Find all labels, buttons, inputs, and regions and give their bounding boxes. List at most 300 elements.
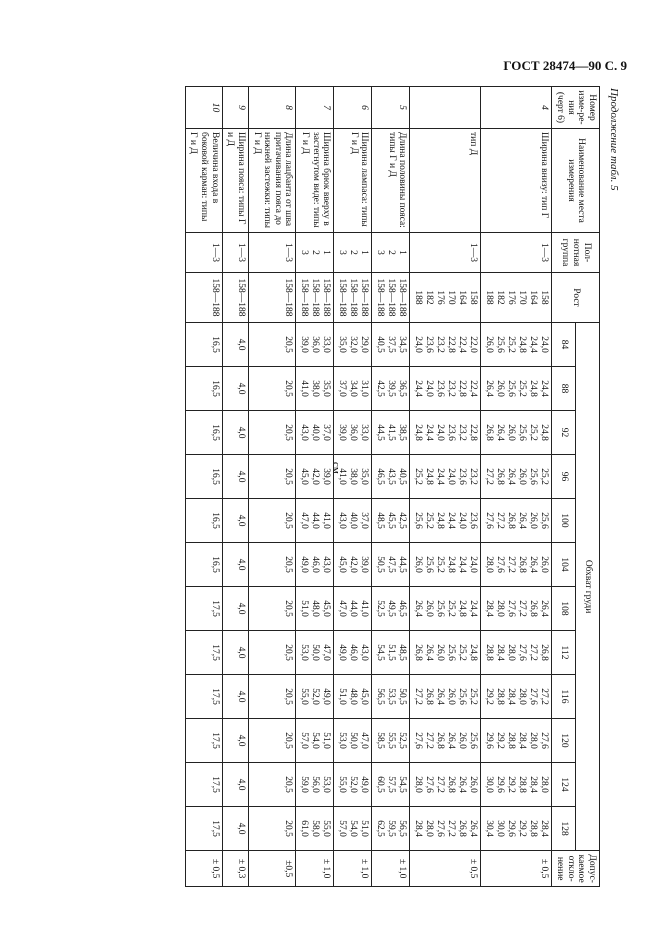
chest-size-header: 108 xyxy=(552,587,576,631)
measurement-value: 41,0 xyxy=(359,600,370,617)
measurement-value: 25,6 xyxy=(528,468,539,485)
measurement-value: 27,2 xyxy=(539,688,550,705)
height-value: 158 xyxy=(539,290,550,305)
measurement-value: 39,0 xyxy=(299,336,310,353)
measurement-value: 47,0 xyxy=(321,644,332,661)
measurement-value: 30,0 xyxy=(484,776,495,793)
measurement-value: 24,8 xyxy=(517,336,528,353)
measurement-value: 23,2 xyxy=(435,336,446,353)
chest-size-header: 104 xyxy=(552,543,576,587)
measurement-value: 16,5 xyxy=(209,424,220,441)
header-tolerance: Допус-каемое откло-нение xyxy=(552,851,600,887)
row-number: 4 xyxy=(481,87,552,129)
measurement-value: 26,4 xyxy=(528,556,539,573)
measurement-value: 20,5 xyxy=(283,336,294,353)
value-cell xyxy=(334,411,372,455)
measurement-value: 24,4 xyxy=(528,336,539,353)
measurement-value: 51,0 xyxy=(299,600,310,617)
measurement-value: 27,6 xyxy=(517,644,528,661)
measurement-value: 24,0 xyxy=(424,380,435,397)
measurement-value: 45,0 xyxy=(337,556,348,573)
value-cell xyxy=(410,455,481,499)
measurement-value: 16,5 xyxy=(209,556,220,573)
measurement-value: 43,0 xyxy=(321,556,332,573)
measurement-value: 28,4 xyxy=(539,820,550,837)
measurement-value: 25,2 xyxy=(435,556,446,573)
value-cell xyxy=(296,411,334,455)
measurement-value: 4,0 xyxy=(236,426,246,439)
measurement-value: 25,6 xyxy=(446,644,457,661)
measurement-value: 24,8 xyxy=(468,644,479,661)
value-cell xyxy=(185,587,222,631)
measurement-value: 41,5 xyxy=(386,424,397,441)
measurement-value: 27,6 xyxy=(424,776,435,793)
height-value: 182 xyxy=(424,290,435,305)
value-cell xyxy=(249,411,297,455)
row-tolerance: ± 0,5 xyxy=(185,851,222,887)
measurement-value: 52,0 xyxy=(348,776,359,793)
measurement-value: 48,5 xyxy=(397,644,408,661)
measurement-value: 51,0 xyxy=(359,820,370,837)
table-row xyxy=(410,87,481,887)
measurement-value: 46,0 xyxy=(310,556,321,573)
measurement-value: 22,4 xyxy=(468,380,479,397)
value-cell xyxy=(185,763,222,807)
value-cell xyxy=(410,323,481,367)
row-number: 6 xyxy=(334,87,372,129)
row-tolerance: ± 1,0 xyxy=(296,851,334,887)
measurement-value: 47,5 xyxy=(386,556,397,573)
measurement-value: 53,0 xyxy=(321,776,332,793)
measurement-value: 24,8 xyxy=(528,380,539,397)
height-value: 158—188 xyxy=(348,278,359,317)
value-cell xyxy=(222,807,248,851)
measurement-value: 38,0 xyxy=(348,468,359,485)
measurement-value: 27,6 xyxy=(435,820,446,837)
value-cell xyxy=(334,323,372,367)
value-cell xyxy=(249,499,297,543)
measurement-value: 23,2 xyxy=(457,424,468,441)
measurement-value: 26,0 xyxy=(528,512,539,529)
measurement-value: 30,4 xyxy=(484,820,495,837)
measurement-value: 24,0 xyxy=(468,556,479,573)
value-cell xyxy=(372,587,410,631)
measurement-value: 44,5 xyxy=(375,424,386,441)
measurement-value: 26,8 xyxy=(528,600,539,617)
measurement-value: 25,6 xyxy=(468,732,479,749)
measurement-value: 29,6 xyxy=(495,776,506,793)
row-heights xyxy=(296,273,334,323)
value-cell xyxy=(296,323,334,367)
measurement-value: 42,0 xyxy=(310,468,321,485)
rotated-table-container xyxy=(116,86,600,886)
measurement-value: 23,6 xyxy=(435,380,446,397)
value-cell xyxy=(249,719,297,763)
measurement-value: 26,4 xyxy=(495,424,506,441)
measurement-value: 28,0 xyxy=(506,644,517,661)
value-cell xyxy=(222,763,248,807)
group-value: 2 xyxy=(310,250,321,255)
height-value: 158—188 xyxy=(386,278,397,317)
measurement-value: 28,4 xyxy=(495,644,506,661)
measurement-value: 28,4 xyxy=(517,732,528,749)
measurement-value: 25,2 xyxy=(506,336,517,353)
height-value: 164 xyxy=(528,290,539,305)
measurement-value: 54,5 xyxy=(397,776,408,793)
measurement-value: 20,5 xyxy=(283,688,294,705)
value-cell xyxy=(222,323,248,367)
row-heights xyxy=(334,273,372,323)
value-cell xyxy=(372,455,410,499)
table-row xyxy=(249,87,297,887)
height-value: 158—188 xyxy=(337,278,348,317)
measurement-value: 25,6 xyxy=(495,336,506,353)
measurement-value: 51,0 xyxy=(321,732,332,749)
row-name: Величина входа в боковой карман: типы Г и Д xyxy=(185,129,222,233)
measurement-value: 17,5 xyxy=(209,820,220,837)
value-cell xyxy=(481,323,552,367)
measurement-value: 45,0 xyxy=(359,688,370,705)
measurement-value: 25,6 xyxy=(424,556,435,573)
row-name: тип Д xyxy=(410,129,481,233)
height-value: 158—188 xyxy=(359,278,370,317)
row-number xyxy=(410,87,481,129)
measurement-value: 26,0 xyxy=(435,644,446,661)
value-cell xyxy=(222,543,248,587)
height-value: 158—188 xyxy=(321,278,332,317)
table-row xyxy=(185,87,222,887)
measurement-value: 24,8 xyxy=(446,556,457,573)
measurement-value: 27,6 xyxy=(506,600,517,617)
value-cell xyxy=(372,543,410,587)
measurement-value: 37,0 xyxy=(337,380,348,397)
value-cell xyxy=(185,411,222,455)
value-cell xyxy=(334,587,372,631)
value-cell xyxy=(410,675,481,719)
measurement-value: 17,5 xyxy=(209,688,220,705)
measurement-value: 39,5 xyxy=(386,380,397,397)
measurement-value: 24,8 xyxy=(435,512,446,529)
measurement-value: 27,6 xyxy=(495,556,506,573)
group-value: 2 xyxy=(348,250,359,255)
measurement-value: 23,2 xyxy=(468,468,479,485)
value-cell xyxy=(481,719,552,763)
group-value: 1 xyxy=(397,250,408,255)
row-group: 1—3 xyxy=(410,233,481,273)
value-cell xyxy=(222,675,248,719)
measurement-value: 26,0 xyxy=(495,380,506,397)
measurement-value: 22,8 xyxy=(457,380,468,397)
measurement-value: 37,0 xyxy=(359,512,370,529)
measurement-value: 17,5 xyxy=(209,732,220,749)
measurement-value: 32,0 xyxy=(348,336,359,353)
group-value: 1 xyxy=(359,250,370,255)
measurement-value: 20,5 xyxy=(283,468,294,485)
measurement-value: 26,8 xyxy=(457,820,468,837)
measurement-value: 27,6 xyxy=(484,512,495,529)
measurement-value: 24,0 xyxy=(413,336,424,353)
measurement-value: 28,4 xyxy=(528,776,539,793)
value-cell xyxy=(481,763,552,807)
row-name: Длина лацбанта от шва притачивания пояса до нижней застежки: типы Г и Д xyxy=(249,129,297,233)
measurement-value: 23,6 xyxy=(468,512,479,529)
measurement-value: 24,8 xyxy=(424,468,435,485)
measurement-value: 25,2 xyxy=(539,468,550,485)
measurement-value: 20,5 xyxy=(283,556,294,573)
measurement-value: 55,0 xyxy=(321,820,332,837)
measurement-value: 24,8 xyxy=(457,600,468,617)
value-cell xyxy=(296,543,334,587)
measurement-value: 26,4 xyxy=(506,468,517,485)
value-cell xyxy=(334,543,372,587)
row-name: Ширина брюк вверху в застегнутом виде: типы Г и Д xyxy=(296,129,334,233)
row-heights xyxy=(372,273,410,323)
measurement-value: 28,0 xyxy=(517,688,528,705)
measurement-value: 49,0 xyxy=(337,644,348,661)
value-cell xyxy=(185,455,222,499)
value-cell xyxy=(481,499,552,543)
measurement-value: 48,5 xyxy=(375,512,386,529)
value-cell xyxy=(185,499,222,543)
measurement-value: 26,4 xyxy=(457,776,468,793)
measurement-value: 20,5 xyxy=(283,776,294,793)
value-cell xyxy=(222,499,248,543)
row-name: Ширина внизу: тип Г xyxy=(481,129,552,233)
group-value: 3 xyxy=(299,250,310,255)
measurement-value: 26,0 xyxy=(424,600,435,617)
measurement-value: 38,0 xyxy=(310,380,321,397)
measurement-value: 26,4 xyxy=(484,380,495,397)
measurement-value: 24,4 xyxy=(446,512,457,529)
unit-label: см xyxy=(330,462,342,474)
measurement-value: 27,2 xyxy=(495,512,506,529)
measurement-value: 27,2 xyxy=(424,732,435,749)
measurement-value: 28,0 xyxy=(528,732,539,749)
measurement-value: 16,5 xyxy=(209,380,220,397)
value-cell xyxy=(222,631,248,675)
measurement-value: 25,2 xyxy=(413,468,424,485)
measurement-value: 26,0 xyxy=(413,556,424,573)
measurement-value: 28,0 xyxy=(413,776,424,793)
measurement-value: 4,0 xyxy=(236,470,246,483)
measurement-value: 47,0 xyxy=(359,732,370,749)
row-tolerance: ± 1,0 xyxy=(372,851,410,887)
measurement-value: 26,0 xyxy=(484,336,495,353)
value-cell xyxy=(481,411,552,455)
measurement-value: 26,4 xyxy=(517,512,528,529)
measurement-value: 26,8 xyxy=(446,776,457,793)
measurement-value: 28,0 xyxy=(539,776,550,793)
row-number: 10 xyxy=(185,87,222,129)
height-value: 170 xyxy=(446,290,457,305)
measurement-value: 35,0 xyxy=(321,380,332,397)
row-group: 1—3 xyxy=(222,233,248,273)
measurement-value: 34,5 xyxy=(397,336,408,353)
measurement-value: 50,0 xyxy=(348,732,359,749)
measurement-value: 24,0 xyxy=(457,512,468,529)
measurement-value: 4,0 xyxy=(236,558,246,571)
measurement-value: 43,0 xyxy=(299,424,310,441)
row-heights xyxy=(222,273,248,323)
measurement-value: 26,4 xyxy=(539,600,550,617)
value-cell xyxy=(481,587,552,631)
measurement-value: 29,2 xyxy=(484,688,495,705)
height-value: 164 xyxy=(457,290,468,305)
table-row xyxy=(372,87,410,887)
measurement-value: 28,4 xyxy=(484,600,495,617)
row-number: 7 xyxy=(296,87,334,129)
measurement-value: 26,8 xyxy=(424,688,435,705)
measurement-value: 27,2 xyxy=(413,688,424,705)
measurement-value: 46,0 xyxy=(348,644,359,661)
measurement-value: 24,0 xyxy=(539,336,550,353)
measurement-value: 20,5 xyxy=(283,644,294,661)
measurement-value: 23,6 xyxy=(446,424,457,441)
measurement-value: 4,0 xyxy=(236,514,246,527)
height-value: 188 xyxy=(484,290,495,305)
height-value: 158—188 xyxy=(209,278,220,317)
header-group: Пол-нотная группа xyxy=(552,233,600,273)
measurement-value: 55,0 xyxy=(299,688,310,705)
table-row xyxy=(481,87,552,887)
measurement-value: 27,6 xyxy=(539,732,550,749)
value-cell xyxy=(481,367,552,411)
measurement-value: 52,5 xyxy=(397,732,408,749)
header-name: Наименование места измерения xyxy=(552,129,600,233)
measurement-value: 26,8 xyxy=(495,468,506,485)
measurement-value: 26,0 xyxy=(539,556,550,573)
measurement-value: 43,0 xyxy=(337,512,348,529)
value-cell xyxy=(222,587,248,631)
measurement-value: 26,4 xyxy=(413,600,424,617)
measurement-value: 27,2 xyxy=(517,600,528,617)
measurement-value: 40,0 xyxy=(310,424,321,441)
measurement-value: 25,2 xyxy=(424,512,435,529)
measurement-value: 4,0 xyxy=(236,734,246,747)
measurement-value: 26,0 xyxy=(506,424,517,441)
row-number: 8 xyxy=(249,87,297,129)
measurement-value: 48,0 xyxy=(310,600,321,617)
value-cell xyxy=(249,323,297,367)
measurement-value: 35,0 xyxy=(359,468,370,485)
measurement-value: 29,2 xyxy=(506,776,517,793)
chest-size-header: 92 xyxy=(552,411,576,455)
value-cell xyxy=(296,631,334,675)
row-group: 1—3 xyxy=(481,233,552,273)
measurement-value: 59,0 xyxy=(299,776,310,793)
row-tolerance: ± 0,3 xyxy=(222,851,248,887)
table-row xyxy=(296,87,334,887)
measurement-value: 24,4 xyxy=(435,468,446,485)
measurement-value: 23,6 xyxy=(424,336,435,353)
measurement-value: 42,5 xyxy=(375,380,386,397)
measurement-value: 26,4 xyxy=(424,644,435,661)
measurement-value: 29,6 xyxy=(506,820,517,837)
measurement-value: 58,5 xyxy=(375,732,386,749)
measurement-value: 57,0 xyxy=(337,820,348,837)
chest-size-header: 96 xyxy=(552,455,576,499)
measurement-value: 31,0 xyxy=(359,380,370,397)
measurement-value: 56,5 xyxy=(397,820,408,837)
row-number: 9 xyxy=(222,87,248,129)
measurement-value: 26,0 xyxy=(468,776,479,793)
measurement-value: 41,0 xyxy=(299,380,310,397)
measurement-value: 36,0 xyxy=(310,336,321,353)
measurement-value: 40,5 xyxy=(375,336,386,353)
value-cell xyxy=(185,719,222,763)
measurement-value: 56,0 xyxy=(310,776,321,793)
measurement-value: 4,0 xyxy=(236,778,246,791)
row-group: 1—3 xyxy=(249,233,297,273)
measurement-value: 56,5 xyxy=(375,688,386,705)
measurement-value: 29,2 xyxy=(495,732,506,749)
measurement-value: 55,5 xyxy=(386,732,397,749)
measurement-value: 61,0 xyxy=(299,820,310,837)
measurement-value: 46,5 xyxy=(375,468,386,485)
measurement-value: 20,5 xyxy=(283,380,294,397)
measurement-value: 26,8 xyxy=(484,424,495,441)
row-heights xyxy=(249,273,297,323)
value-cell xyxy=(372,411,410,455)
chest-size-header: 84 xyxy=(552,323,576,367)
value-cell xyxy=(296,675,334,719)
value-cell xyxy=(222,411,248,455)
value-cell xyxy=(249,455,297,499)
measurement-value: 16,5 xyxy=(209,468,220,485)
row-tolerance: ± 1,0 xyxy=(334,851,372,887)
row-name: Ширина лампаса: типы Г и Д xyxy=(334,129,372,233)
measurement-value: 41,0 xyxy=(337,468,348,485)
measurement-value: 25,2 xyxy=(517,380,528,397)
measurement-value: 51,0 xyxy=(337,688,348,705)
measurement-value: 4,0 xyxy=(236,382,246,395)
value-cell xyxy=(372,499,410,543)
measurement-value: 49,0 xyxy=(299,556,310,573)
value-cell xyxy=(481,675,552,719)
chest-size-header: 124 xyxy=(552,763,576,807)
value-cell xyxy=(334,455,372,499)
measurement-value: 44,0 xyxy=(348,600,359,617)
value-cell xyxy=(296,587,334,631)
measurement-value: 23,2 xyxy=(446,380,457,397)
measurement-value: 57,5 xyxy=(386,776,397,793)
measurement-value: 24,4 xyxy=(457,556,468,573)
measurement-value: 45,5 xyxy=(386,512,397,529)
measurement-value: 30,0 xyxy=(495,820,506,837)
value-cell xyxy=(372,763,410,807)
measurement-value: 53,0 xyxy=(337,732,348,749)
measurement-value: 41,0 xyxy=(321,512,332,529)
height-value: 182 xyxy=(495,290,506,305)
measurement-value: 28,0 xyxy=(424,820,435,837)
measurement-value: 36,0 xyxy=(348,424,359,441)
measurement-value: 59,5 xyxy=(386,820,397,837)
value-cell xyxy=(410,763,481,807)
measurement-value: 25,2 xyxy=(457,644,468,661)
measurement-value: 20,5 xyxy=(283,600,294,617)
measurement-value: 26,4 xyxy=(435,688,446,705)
measurement-value: 57,0 xyxy=(299,732,310,749)
measurement-value: 26,0 xyxy=(446,688,457,705)
value-cell xyxy=(249,587,297,631)
measurement-value: 20,5 xyxy=(283,732,294,749)
value-cell xyxy=(185,675,222,719)
chest-size-header: 112 xyxy=(552,631,576,675)
value-cell xyxy=(334,807,372,851)
group-value: 2 xyxy=(386,250,397,255)
measurement-value: 28,0 xyxy=(484,556,495,573)
measurement-value: 40,0 xyxy=(348,512,359,529)
